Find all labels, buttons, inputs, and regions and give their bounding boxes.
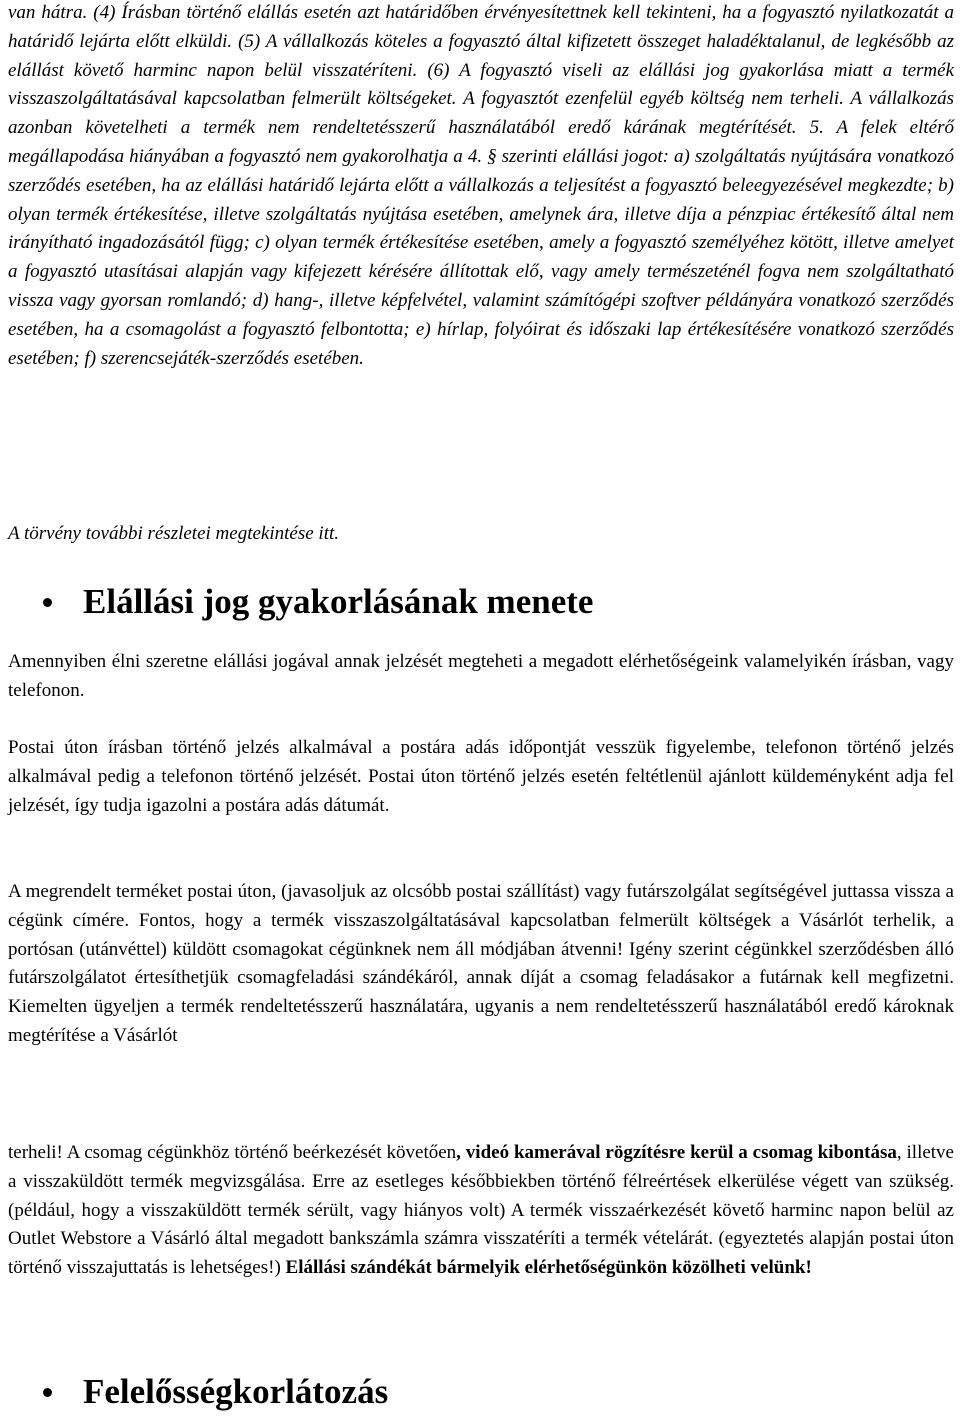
law-details-link[interactable]: A törvény további részletei megtekintése itt.: [8, 523, 339, 544]
bullet-icon: [43, 598, 52, 607]
bullet-icon: [43, 1388, 52, 1397]
intro-paragraph: van hátra. (4) Írásban történő elállás esetén azt határidőben érvényesítettnek kell tekinteni, ha a fogyasztó nyilatkozatát a határidő lejárta előtt elküldi. (5) A vállalkozás köteles a fogyasztó által kifizetett összeget haladéktalanul, de legkésőbb az elállást követő harminc napon belül visszatéríteni. (6) A fogyasztó viseli az elállási jog gyakorlása miatt a termék visszaszolgáltatásával kapcsolatban felmerült költségeket. A fogyasztót ezenfelül egyéb költség nem terheli. A vállalkozás azonban követelheti a termék nem rendeltetésszerű használatából eredő kárának megtérítését. 5. A felek eltérő megállapodása hiányában a fogyasztó nem gyakorolhatja a 4. § szerinti elállási jogot: a) szolgáltatás nyújtására vonatkozó szerződés esetében, ha az elállási határidő lejárta előtt a vállalkozás a teljesítést a fogyasztó beleegyezésével megkezdte; b) olyan termék értékesítése, illetve szolgáltatás nyújtása esetében, amelynek ára, illetve díja a pénzpiac értékesítő által nem irányítható ingadozásától függ; c) olyan termék értékesítése esetében, amely a fogyasztó személyéhez kötött, illetve amelyet a fogyasztó utasításai alapján vagy kifejezett kérésére állítottak elő, vagy amely természeténél fogva nem szolgáltatható vissza vagy gyorsan romlandó; d) hang-, illetve képfelvétel, valamint számítógépi szoftver példányára vonatkozó szerződés esetében, ha a csomagolást a fogyasztó felbontotta; e) hírlap, folyóirat és időszaki lap értékesítésére vonatkozó szerződés esetében; f) szerencsejáték-szerződés esetében.: [8, 2, 954, 369]
paragraph-refund: [8, 1139, 954, 1283]
refund-text-middle: , illetve a visszaküldött termék megvizsgálása. Erre az esetleges későbbiekben történő félreértések elkerülése végett van szükség. (például, hogy a visszaküldött termék sérült, vagy hiányos volt) A termék visszaérkezését követő harminc napon belül az Outlet Webstore a Vásárló által megadott bankszámla számra visszatéríti a termék vételárát. (egyeztetés alapján postai úton történő visszajuttatás is lehetséges!): [8, 1142, 954, 1279]
paragraph-contact: Amennyiben élni szeretne elállási jogával annak jelzését megteheti a megadott elérhetőségeink valamelyikén írásban, vagy telefonon.: [8, 651, 954, 701]
section-heading-row-liability: [8, 1368, 954, 1416]
section-heading-row-withdrawal: [8, 578, 954, 626]
section-heading-withdrawal: Elállási jog gyakorlásának menete: [83, 582, 594, 621]
section-heading-liability: Felelősségkorlátozás: [83, 1372, 389, 1411]
refund-text-video-recording: , videó kamerával rögzítésre kerül a csomag kibontása: [456, 1142, 897, 1163]
refund-text-start: terheli! A csomag cégünkhöz történő beérkezését követően: [8, 1142, 457, 1163]
refund-text-contact-notice: Elállási szándékát bármelyik elérhetőségünkön közölheti velünk!: [285, 1257, 812, 1279]
paragraph-postal-notice: Postai úton írásban történő jelzés alkalmával a postára adás időpontját vesszük figyelembe, telefonon történő jelzés alkalmával pedig a telefonon történő jelzését. Postai úton történő jelzés esetén feltétlenül ajánlott küldeményként adja fel jelzését, így tudja igazolni a postára adás dátumát.: [8, 737, 954, 816]
paragraph-return-shipping: A megrendelt terméket postai úton, (javasoljuk az olcsóbb postai szállítást) vagy futárszolgálat segítségével juttassa vissza a cégünk címére. Fontos, hogy a termék visszaszolgáltatásával kapcsolatban felmerült költségek a Vásárlót terhelik, a portósan (utánvéttel) küldött csomagokat cégünknek nem áll módjában átvenni! Igény szerint cégünkkel szerződésben álló futárszolgálatot értesíthetjük csomagfeladási szándékáról, annak díját a csomag feladásakor a futárnak kell megfizetni. Kiemelten ügyeljen a termék rendeltetésszerű használatára, ugyanis a nem rendeltetésszerű használatából eredő károknak megtérítése a Vásárlót: [8, 881, 954, 1046]
